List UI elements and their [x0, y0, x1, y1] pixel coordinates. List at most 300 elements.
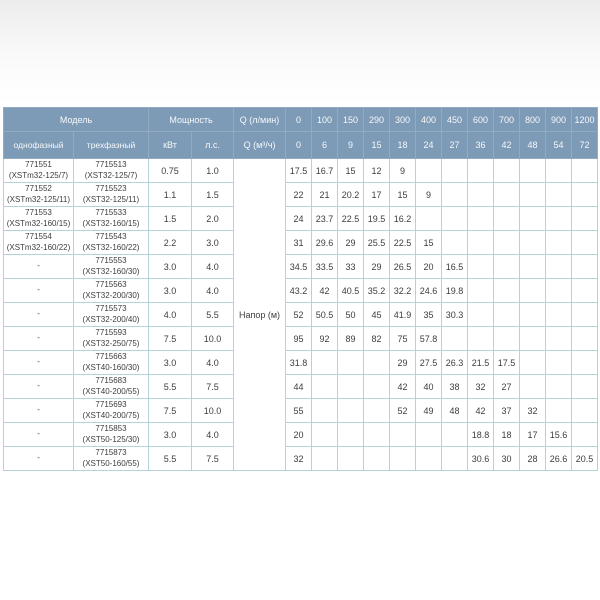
- cell-head-value: [520, 255, 546, 279]
- cell-head-value: [390, 447, 416, 471]
- cell-three-phase-model: [74, 231, 149, 255]
- cell-hp: 10.0: [192, 327, 234, 351]
- cell-head-value: 12: [364, 159, 390, 183]
- cell-three-phase-model: [74, 423, 149, 447]
- cell-three-phase-model: [74, 183, 149, 207]
- cell-hp: 1.5: [192, 183, 234, 207]
- cell-head-value: [442, 423, 468, 447]
- cell-three-phase-model: [74, 303, 149, 327]
- table-row: [4, 447, 598, 471]
- cell-head-value: [572, 159, 598, 183]
- header-flow-m3h-9: 48: [520, 132, 546, 159]
- model-code: -: [37, 261, 40, 271]
- cell-head-value: [416, 207, 442, 231]
- cell-head-value: [572, 279, 598, 303]
- table-body: [4, 159, 598, 471]
- header-flow-m3h-7: 36: [468, 132, 494, 159]
- cell-head-value: [520, 327, 546, 351]
- cell-head-value: 52: [286, 303, 312, 327]
- cell-head-value: 20.2: [338, 183, 364, 207]
- cell-head-value: [546, 399, 572, 423]
- cell-head-value: [494, 279, 520, 303]
- cell-head-value: 32.2: [390, 279, 416, 303]
- cell-hp: 7.5: [192, 447, 234, 471]
- header-flow-lmin-label: Q (л/мин): [234, 108, 286, 132]
- cell-head-value: [546, 303, 572, 327]
- cell-head-value: 33: [338, 255, 364, 279]
- model-code: 7715533: [95, 208, 127, 218]
- cell-head-value: 89: [338, 327, 364, 351]
- cell-head-value: 29: [364, 255, 390, 279]
- cell-kw: 7.5: [149, 327, 192, 351]
- cell-head-value: [546, 279, 572, 303]
- cell-head-value: [520, 207, 546, 231]
- header-flow-lmin-8: 700: [494, 108, 520, 132]
- cell-head-value: 21.5: [468, 351, 494, 375]
- header-flow-lmin-6: 450: [442, 108, 468, 132]
- cell-head-value: [364, 351, 390, 375]
- model-code: -: [37, 357, 40, 367]
- cell-head-value: 42: [390, 375, 416, 399]
- cell-head-value: 17: [520, 423, 546, 447]
- cell-head-value: [520, 231, 546, 255]
- cell-head-value: 43.2: [286, 279, 312, 303]
- cell-head-value: [442, 327, 468, 351]
- cell-head-value: 24: [286, 207, 312, 231]
- cell-single-phase-model: [4, 375, 74, 399]
- cell-head-value: [338, 375, 364, 399]
- cell-head-value: [312, 447, 338, 471]
- table-row: [4, 303, 598, 327]
- cell-head-value: [364, 423, 390, 447]
- cell-head-value: [520, 351, 546, 375]
- model-code: -: [37, 285, 40, 295]
- header-flow-m3h-1: 6: [312, 132, 338, 159]
- model-code: 7715563: [95, 280, 127, 290]
- cell-head-value: 31.8: [286, 351, 312, 375]
- cell-head-value: [572, 183, 598, 207]
- pump-specs-table: [3, 107, 598, 471]
- header-power: Мощность: [149, 108, 234, 132]
- cell-head-value: 29.6: [312, 231, 338, 255]
- cell-head-value: 20: [286, 423, 312, 447]
- cell-head-value: [312, 351, 338, 375]
- cell-head-value: 20.5: [572, 447, 598, 471]
- cell-head-value: 18: [494, 423, 520, 447]
- model-variant: (XSTm32-160/15): [6, 218, 71, 228]
- header-flow-lmin-7: 600: [468, 108, 494, 132]
- cell-three-phase-model: [74, 279, 149, 303]
- cell-head-value: [338, 423, 364, 447]
- cell-head-value: [468, 231, 494, 255]
- cell-head-value: [468, 327, 494, 351]
- cell-head-value: [494, 159, 520, 183]
- cell-head-value: [416, 159, 442, 183]
- cell-hp: 4.0: [192, 423, 234, 447]
- model-variant: (XSTm32-125/7): [8, 170, 69, 180]
- cell-head-value: [520, 303, 546, 327]
- header-flow-lmin-5: 400: [416, 108, 442, 132]
- cell-head-value: 19.5: [364, 207, 390, 231]
- cell-single-phase-model: [4, 327, 74, 351]
- cell-single-phase-model: [4, 255, 74, 279]
- cell-single-phase-model: [4, 447, 74, 471]
- model-variant: (XST40-200/75): [82, 410, 140, 420]
- cell-head-value: [546, 207, 572, 231]
- cell-head-value: [546, 255, 572, 279]
- cell-head-value: [442, 447, 468, 471]
- cell-single-phase-model: [4, 231, 74, 255]
- header-flow-lmin-2: 150: [338, 108, 364, 132]
- model-code: -: [37, 405, 40, 415]
- header-flow-lmin-1: 100: [312, 108, 338, 132]
- model-variant: (XST32-200/30): [82, 290, 140, 300]
- cell-head-value: 15: [390, 183, 416, 207]
- cell-head-value: 17.5: [494, 351, 520, 375]
- model-code: -: [37, 429, 40, 439]
- model-code: 7715513: [95, 160, 127, 170]
- cell-head-value: 52: [390, 399, 416, 423]
- cell-three-phase-model: [74, 327, 149, 351]
- cell-head-value: [546, 159, 572, 183]
- cell-head-value: [494, 327, 520, 351]
- cell-head-value: [546, 231, 572, 255]
- model-variant: (XST32-200/40): [82, 314, 140, 324]
- table-head: [4, 108, 598, 159]
- cell-kw: 0.75: [149, 159, 192, 183]
- cell-head-value: 33.5: [312, 255, 338, 279]
- model-code: 771551: [25, 160, 52, 170]
- cell-head-value: 31: [286, 231, 312, 255]
- header-flow-m3h-0: 0: [286, 132, 312, 159]
- cell-head-value: [468, 255, 494, 279]
- cell-head-value: 17.5: [286, 159, 312, 183]
- table-row: [4, 279, 598, 303]
- cell-head-value: 9: [390, 159, 416, 183]
- header-flow-lmin-11: 1200: [572, 108, 598, 132]
- model-code: 7715553: [95, 256, 127, 266]
- model-code: 771554: [25, 232, 52, 242]
- cell-head-value: 16.7: [312, 159, 338, 183]
- model-code: 7715683: [95, 376, 127, 386]
- header-three-phase: трехфазный: [74, 132, 149, 159]
- cell-head-value: [572, 399, 598, 423]
- cell-head-value: 28: [520, 447, 546, 471]
- cell-head-value: 40.5: [338, 279, 364, 303]
- cell-head-value: 50: [338, 303, 364, 327]
- table-row: [4, 231, 598, 255]
- model-variant: (XST50-160/55): [82, 458, 140, 468]
- cell-head-value: [416, 423, 442, 447]
- cell-head-value: 9: [416, 183, 442, 207]
- cell-head-value: 41.9: [390, 303, 416, 327]
- cell-single-phase-model: [4, 303, 74, 327]
- cell-head-value: [572, 303, 598, 327]
- cell-head-value: 30.6: [468, 447, 494, 471]
- cell-head-value: 30: [494, 447, 520, 471]
- model-code: 7715543: [95, 232, 127, 242]
- cell-head-value: 49: [416, 399, 442, 423]
- cell-head-value: [520, 279, 546, 303]
- cell-head-value: [572, 375, 598, 399]
- cell-head-value: [468, 207, 494, 231]
- cell-head-value: [572, 423, 598, 447]
- cell-kw: 2.2: [149, 231, 192, 255]
- cell-hp: 2.0: [192, 207, 234, 231]
- cell-head-value: [338, 399, 364, 423]
- cell-three-phase-model: [74, 351, 149, 375]
- cell-head-value: 35.2: [364, 279, 390, 303]
- cell-head-value: 29: [338, 231, 364, 255]
- cell-head-value: 15: [338, 159, 364, 183]
- model-code: 7715593: [95, 328, 127, 338]
- cell-kw: 5.5: [149, 375, 192, 399]
- table-row: [4, 351, 598, 375]
- cell-head-value: 17: [364, 183, 390, 207]
- cell-single-phase-model: [4, 399, 74, 423]
- cell-head-value: 92: [312, 327, 338, 351]
- cell-head-value: 27: [494, 375, 520, 399]
- cell-head-value: [364, 447, 390, 471]
- cell-hp: 5.5: [192, 303, 234, 327]
- cell-single-phase-model: [4, 159, 74, 183]
- cell-head-value: 50.5: [312, 303, 338, 327]
- cell-kw: 5.5: [149, 447, 192, 471]
- cell-kw: 3.0: [149, 279, 192, 303]
- cell-three-phase-model: [74, 447, 149, 471]
- header-kw: кВт: [149, 132, 192, 159]
- cell-head-value: [312, 423, 338, 447]
- cell-hp: 7.5: [192, 375, 234, 399]
- model-variant: (XST32-125/7): [84, 170, 138, 180]
- cell-single-phase-model: [4, 183, 74, 207]
- header-hp: л.с.: [192, 132, 234, 159]
- cell-head-value: [338, 351, 364, 375]
- cell-head-value: [364, 399, 390, 423]
- model-code: -: [37, 309, 40, 319]
- cell-head-value: [494, 255, 520, 279]
- header-flow-m3h-3: 15: [364, 132, 390, 159]
- cell-kw: 3.0: [149, 255, 192, 279]
- cell-three-phase-model: [74, 159, 149, 183]
- header-flow-lmin-4: 300: [390, 108, 416, 132]
- table-row: [4, 183, 598, 207]
- cell-head-value: 21: [312, 183, 338, 207]
- cell-head-value: [572, 327, 598, 351]
- cell-head-value: 25.5: [364, 231, 390, 255]
- cell-head-value: [572, 231, 598, 255]
- model-variant: (XST32-160/15): [82, 218, 140, 228]
- cell-head-value: [468, 183, 494, 207]
- header-flow-m3h-2: 9: [338, 132, 364, 159]
- model-code: -: [37, 333, 40, 343]
- cell-head-value: 15.6: [546, 423, 572, 447]
- cell-single-phase-model: [4, 279, 74, 303]
- cell-head-value: 22.5: [390, 231, 416, 255]
- cell-three-phase-model: [74, 399, 149, 423]
- model-code: -: [37, 381, 40, 391]
- cell-head-value: [546, 327, 572, 351]
- header-flow-m3h-4: 18: [390, 132, 416, 159]
- cell-head-value: [442, 159, 468, 183]
- cell-single-phase-model: [4, 351, 74, 375]
- cell-head-value: 95: [286, 327, 312, 351]
- model-code: 7715853: [95, 424, 127, 434]
- cell-head-value: 40: [416, 375, 442, 399]
- model-code: 7715573: [95, 304, 127, 314]
- model-variant: (XST40-200/55): [82, 386, 140, 396]
- cell-kw: 1.5: [149, 207, 192, 231]
- cell-kw: 1.1: [149, 183, 192, 207]
- header-flow-m3h-6: 27: [442, 132, 468, 159]
- header-flow-m3h-8: 42: [494, 132, 520, 159]
- header-flow-m3h-label: Q (м³/ч): [234, 132, 286, 159]
- cell-head-value: 22.5: [338, 207, 364, 231]
- cell-head-value: [494, 207, 520, 231]
- cell-head-value: [442, 183, 468, 207]
- cell-head-value: 32: [468, 375, 494, 399]
- model-code: 7715663: [95, 352, 127, 362]
- model-code: 7715873: [95, 448, 127, 458]
- cell-head-value: [546, 351, 572, 375]
- table-row: [4, 255, 598, 279]
- model-variant: (XSTm32-160/22): [6, 242, 71, 252]
- table-row: [4, 159, 598, 183]
- header-single-phase: однофазный: [4, 132, 74, 159]
- model-code: 771552: [25, 184, 52, 194]
- cell-three-phase-model: [74, 207, 149, 231]
- cell-head-value: 19.8: [442, 279, 468, 303]
- header-flow-lmin-0: 0: [286, 108, 312, 132]
- cell-head-value: 18.8: [468, 423, 494, 447]
- cell-head-value: 42: [468, 399, 494, 423]
- header-row-1: [4, 108, 598, 132]
- cell-head-value: 16.5: [442, 255, 468, 279]
- header-flow-lmin-10: 900: [546, 108, 572, 132]
- model-code: 771553: [25, 208, 52, 218]
- cell-head-value: 57.8: [416, 327, 442, 351]
- cell-head-value: 55: [286, 399, 312, 423]
- cell-hp: 4.0: [192, 255, 234, 279]
- table-row: [4, 423, 598, 447]
- cell-head-value: 42: [312, 279, 338, 303]
- cell-head-value: 15: [416, 231, 442, 255]
- cell-head-value: 32: [520, 399, 546, 423]
- cell-kw: 7.5: [149, 399, 192, 423]
- cell-head-value: [468, 303, 494, 327]
- cell-head-value: 26.5: [390, 255, 416, 279]
- model-variant: (XST40-160/30): [82, 362, 140, 372]
- model-variant: (XST32-160/22): [82, 242, 140, 252]
- cell-kw: 3.0: [149, 423, 192, 447]
- header-flow-m3h-10: 54: [546, 132, 572, 159]
- cell-hp: 10.0: [192, 399, 234, 423]
- cell-head-value: [572, 351, 598, 375]
- cell-head-value: [338, 447, 364, 471]
- cell-head-column-label: Напор (м): [234, 159, 286, 471]
- table-row: [4, 399, 598, 423]
- cell-three-phase-model: [74, 255, 149, 279]
- cell-head-value: 30.3: [442, 303, 468, 327]
- model-code: -: [37, 453, 40, 463]
- table-row: [4, 327, 598, 351]
- cell-head-value: [442, 207, 468, 231]
- model-code: 7715693: [95, 400, 127, 410]
- cell-head-value: [312, 399, 338, 423]
- cell-head-value: [416, 447, 442, 471]
- model-variant: (XST32-250/75): [82, 338, 140, 348]
- cell-head-value: 26.6: [546, 447, 572, 471]
- cell-head-value: 27.5: [416, 351, 442, 375]
- cell-head-value: [468, 159, 494, 183]
- cell-hp: 4.0: [192, 351, 234, 375]
- cell-head-value: 48: [442, 399, 468, 423]
- cell-head-value: [442, 231, 468, 255]
- cell-head-value: [390, 423, 416, 447]
- cell-head-value: 22: [286, 183, 312, 207]
- cell-head-value: 45: [364, 303, 390, 327]
- cell-single-phase-model: [4, 423, 74, 447]
- cell-head-value: [520, 183, 546, 207]
- cell-head-value: [546, 183, 572, 207]
- header-flow-lmin-3: 290: [364, 108, 390, 132]
- cell-hp: 4.0: [192, 279, 234, 303]
- cell-head-value: [520, 159, 546, 183]
- cell-kw: 3.0: [149, 351, 192, 375]
- header-flow-m3h-5: 24: [416, 132, 442, 159]
- cell-single-phase-model: [4, 207, 74, 231]
- cell-head-value: 82: [364, 327, 390, 351]
- cell-head-value: 37: [494, 399, 520, 423]
- cell-hp: 1.0: [192, 159, 234, 183]
- model-variant: (XST32-160/30): [82, 266, 140, 276]
- cell-head-value: 38: [442, 375, 468, 399]
- cell-head-value: [494, 303, 520, 327]
- cell-head-value: 23.7: [312, 207, 338, 231]
- cell-head-value: [364, 375, 390, 399]
- cell-head-value: 24.6: [416, 279, 442, 303]
- cell-hp: 3.0: [192, 231, 234, 255]
- cell-kw: 4.0: [149, 303, 192, 327]
- cell-head-value: [572, 207, 598, 231]
- cell-head-value: [312, 375, 338, 399]
- cell-head-value: [494, 183, 520, 207]
- cell-three-phase-model: [74, 375, 149, 399]
- model-variant: (XST50-125/30): [82, 434, 140, 444]
- table-row: [4, 375, 598, 399]
- cell-head-value: [520, 375, 546, 399]
- cell-head-value: 44: [286, 375, 312, 399]
- model-variant: (XSTm32-125/11): [7, 194, 70, 204]
- cell-head-value: 16.2: [390, 207, 416, 231]
- header-flow-lmin-9: 800: [520, 108, 546, 132]
- cell-head-value: 35: [416, 303, 442, 327]
- cell-head-value: [572, 255, 598, 279]
- header-model: Модель: [4, 108, 149, 132]
- header-row-2: [4, 132, 598, 159]
- cell-head-value: 34.5: [286, 255, 312, 279]
- cell-head-value: 20: [416, 255, 442, 279]
- cell-head-value: [494, 231, 520, 255]
- cell-head-value: 29: [390, 351, 416, 375]
- cell-head-value: [546, 375, 572, 399]
- model-variant: (XST32-125/11): [82, 194, 140, 204]
- model-code: 7715523: [95, 184, 127, 194]
- cell-head-value: [468, 279, 494, 303]
- cell-head-value: 75: [390, 327, 416, 351]
- cell-head-value: 32: [286, 447, 312, 471]
- cell-head-value: 26.3: [442, 351, 468, 375]
